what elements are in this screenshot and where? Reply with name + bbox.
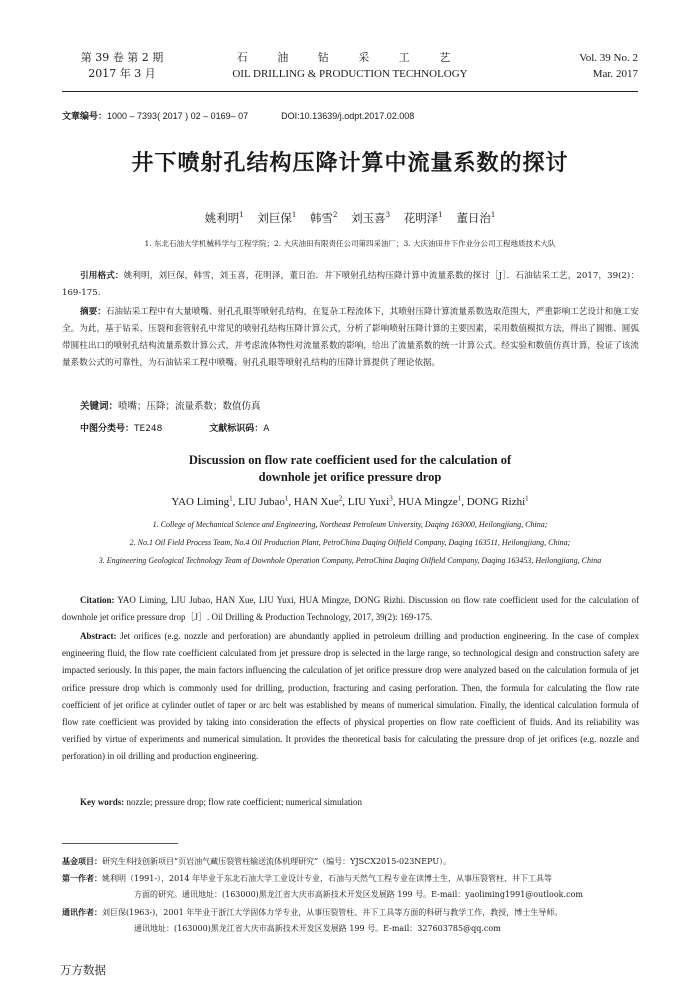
abstract-en (62, 628, 639, 766)
abstract-cn-text: 石油钻采工程中有大量喷嘴、射孔孔眼等喷射孔结构，在复杂工程流体下，其喷射压降计算流量系数选取范围大，严重影响工艺设计和施工安全。为此，基于钻采、压裂和套管射孔中常见的喷射孔结构压降计算公式，分析了影响喷射压降计算的主要因素，采用数值模拟方法，得出了圆锥、圆弧带圆柱出口的喷射孔结构流量系数计算公式，并考虑流体物性对流量系数的影响，给出了流量系数的统一计算公式。经实验和数值仿真计算，验证了该流量系数公式的可靠性，为石油钻采工程中喷嘴、射孔孔眼等喷射孔结构的压降计算提供了理论依据。 (62, 307, 639, 368)
footnote-first-author: 第一作者：姚利明（1991-），2014 年毕业于东北石油大学工业设计专业，石油与天然气工程专业在读博士生，从事压裂管柱、井下工具等 方面的研究。通讯地址：(163000)黑龙江省大庆市高新技术开发区发展路 199 号。E-mail：yaoliming1991@outlook.com (62, 874, 583, 899)
journal-name-cn: 石 油 钻 采 工 艺 (236, 51, 464, 64)
citation-en-label: Citation: (80, 595, 115, 605)
doc-code: 文献标识码：A (209, 424, 270, 434)
watermark: 万方数据 (60, 963, 106, 977)
citation-cn-label: 引用格式： (80, 271, 124, 281)
citation-en-text: YAO Liming, LIU Jubao, HAN Xue, LIU Yuxi, HUA Mingze, DONG Rizhi. Discussion on flow rate coefficient used for the calculation of downhole jet orifice pressure drop［J］. Oil Drilling & Production Technology, 2017, 39(2): 169-175. (62, 595, 639, 623)
citation-cn (62, 268, 639, 302)
article-no: 1000 – 7393( 2017 ) 02 – 0169– 07 (107, 111, 249, 121)
keywords-cn-text: 喷嘴；压降；流量系数；数值仿真 (118, 401, 261, 412)
affiliation-en: 1. College of Mechanical Science and Engineering, Northeast Petroleum University, Daqing 163000, Heilongjiang, China; (152, 520, 548, 529)
header-volume-en (518, 50, 638, 82)
keywords-en-text: nozzle; pressure drop; flow rate coefficient; numerical simulation (126, 797, 362, 807)
date-en: Mar. 2017 (592, 68, 638, 80)
keywords-en (62, 794, 639, 811)
keywords-cn-label: 关键词： (80, 401, 119, 412)
article-meta (62, 109, 414, 122)
volume-cn: 第 39 卷 第 2 期 (80, 51, 164, 64)
author-cn: 姚利明$^1$ (204, 211, 244, 225)
author-en: HAN Xue$^2$, (293, 494, 348, 508)
classification (80, 421, 313, 434)
citation-en (62, 592, 639, 626)
affiliations-cn: 1. 东北石油大学机械科学与工程学院；2. 大庆油田有限责任公司第四采油厂；3. 大庆油田井下作业分公司工程地质技术大队 (144, 239, 556, 248)
volume-en: Vol. 39 No. 2 (579, 52, 638, 64)
abstract-en-text: Jet orifices (e.g. nozzle and perforation) are abundantly applied in petroleum drilling and production engineering. In the case of complex engineering fluid, the flow rate coefficient calculated from jet pressure drop is selected in the large range, so technological design and construction safety are impacted seriously. In this paper, the main factors influencing the calculation of jet orifice pressure drop were analyzed based on the calculation formula of jet orifice pressure drop which is commonly used for drilling, production, fracturing and casing perforation. Then, the formula for calculating the flow rate coefficient of jet orifice at cylinder outlet of taper or arc belt was established by means of numerical simulation. Finally, the identical calculation formula of flow rate coefficient was provided by taking into consideration the effects of physical properties on flow rate coefficient of fluids. And its reliability was verified by virtue of experiments and numerical simulation. It provides the theoretical basis for calculating the pressure drop of jet orifices (e.g. nozzle and perforation) in oil drilling and production engineering. (62, 631, 639, 762)
author-en: DONG Rizhi$^1$ (466, 494, 529, 508)
author-en: LIU Jubao$^1$, (238, 494, 294, 508)
title-en-line1: Discussion on flow rate coefficient used for the calculation of (188, 453, 512, 467)
author-en: LIU Yuxi$^3$, (347, 494, 399, 508)
keywords-en-label: Key words: (80, 797, 125, 807)
footnote-rule (62, 843, 178, 844)
author-en: HUA Mingze$^1$, (398, 494, 467, 508)
author-cn: 董日治$^1$ (456, 211, 496, 225)
abstract-en-label: Abstract: (80, 631, 117, 641)
date-cn: 2017 年 3 月 (88, 67, 156, 80)
footnote-corresponding-author: 通讯作者：刘巨保(1963-)，2001 年毕业于浙江大学固体力学专业，从事压裂管柱、井下工具等方面的科研与教学工作，教授，博士生导师。 通讯地址：(163000)黑龙江省大庆市高新技术开发区发展路 199 号。E-mail：327603785@qq.com (62, 908, 563, 933)
clc-number: 中图分类号：TE248 (80, 424, 163, 434)
author-cn: 刘玉喜$^3$ (351, 211, 391, 225)
doi: DOI:10.13639/j.odpt.2017.02.008 (281, 111, 415, 121)
author-cn: 韩雪$^2$ (309, 211, 338, 225)
article-no-label: 文章编号： (62, 112, 108, 122)
keywords-cn (80, 398, 261, 412)
footnote-fund: 基金项目：研究生科技创新项目“页岩油气藏压裂管柱输送流体机理研究”（编号：YJSCX2015-023NEPU）。 (62, 857, 452, 866)
affiliation-en: 2. No.1 Oil Field Process Team, No.4 Oil Production Plant, PetroChina Daqing Oilfield Company, Daqing 163511, Heilongjiang, China; (129, 538, 571, 547)
authors-en (60, 494, 640, 508)
author-en: YAO Liming$^1$, (171, 494, 239, 508)
journal-name-en: OIL DRILLING & PRODUCTION TECHNOLOGY (232, 68, 468, 80)
header-volume-cn (72, 50, 172, 82)
page-title-cn: 井下喷射孔结构压降计算中流量系数的探讨 (131, 151, 569, 176)
citation-cn-text: 姚利明，刘巨保，韩雪，刘玉喜，花明泽，董日治．井下喷射孔结构压降计算中流量系数的探讨［J］．石油钻采工艺，2017，39(2)：169-175. (62, 271, 639, 298)
header-journal (200, 50, 500, 82)
affiliation-en: 3. Engineering Geological Technology Team of Downhole Operation Company, PetroChina Daqing Oilfield Company, Daqing 163453, Heilongjiang, China (98, 556, 602, 565)
author-cn: 刘巨保$^1$ (257, 211, 297, 225)
page-title-en (120, 452, 580, 486)
authors-cn (60, 210, 640, 226)
author-cn: 花明泽$^1$ (403, 211, 443, 225)
header-rule (62, 91, 638, 92)
title-en-line2: downhole jet orifice pressure drop (258, 470, 442, 484)
abstract-cn-label: 摘要： (80, 307, 106, 317)
abstract-cn (62, 304, 639, 372)
